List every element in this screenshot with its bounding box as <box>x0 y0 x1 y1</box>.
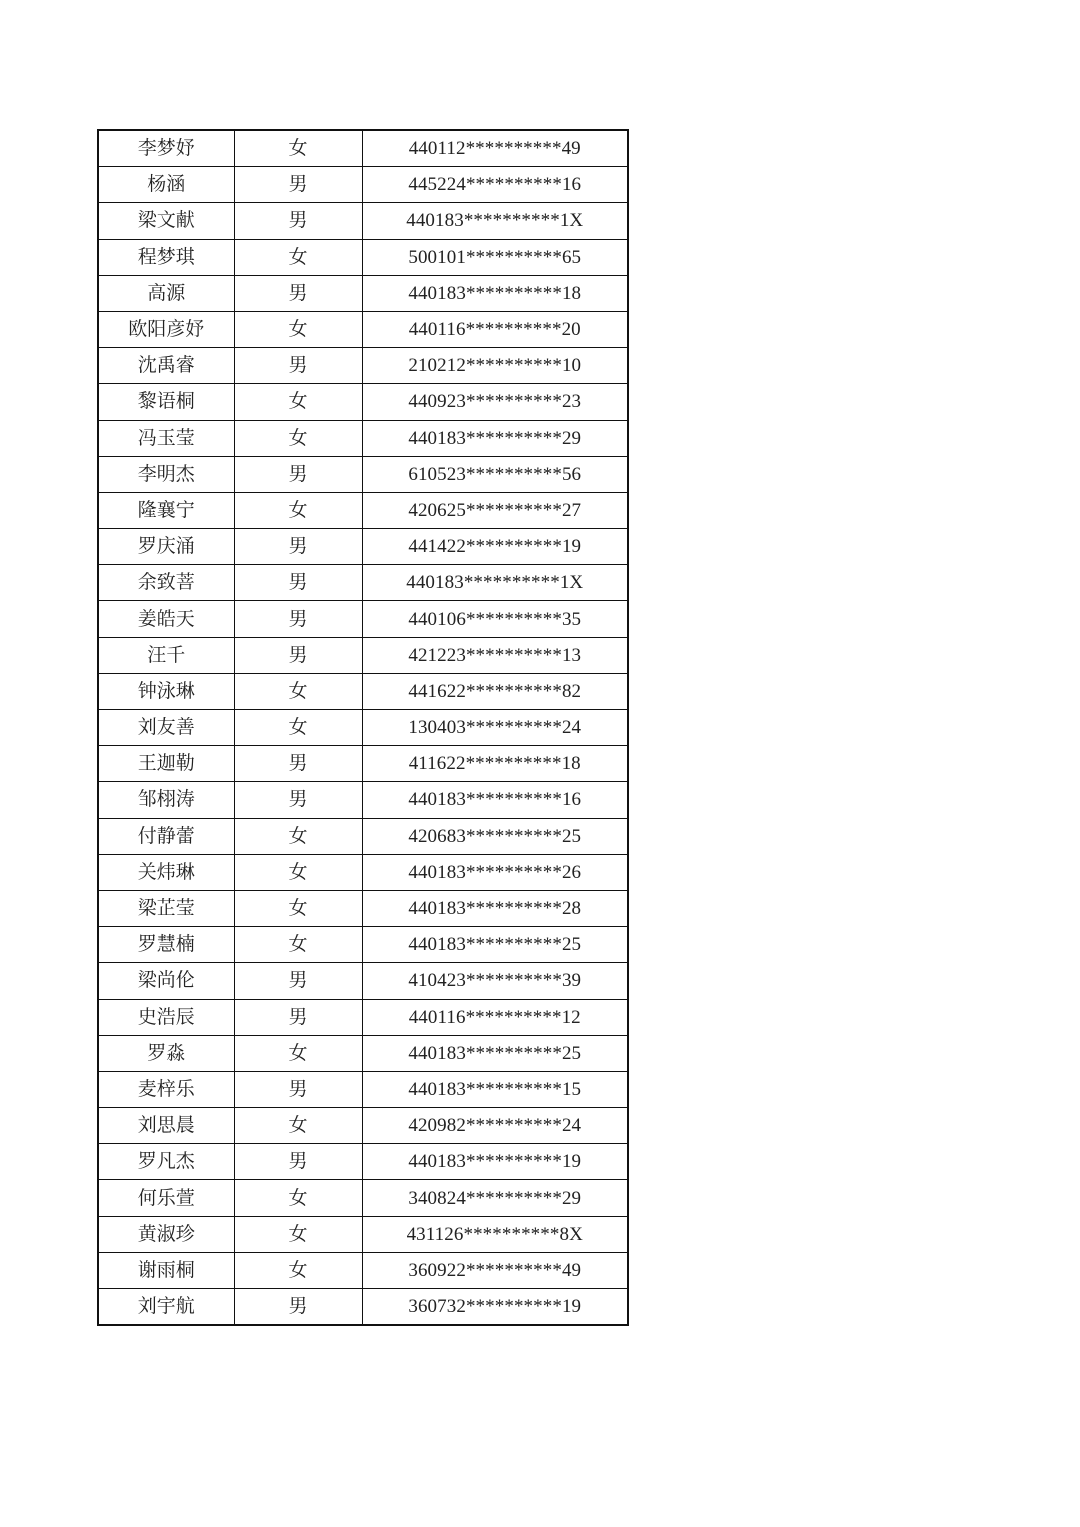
id-number-cell: 445224**********16 <box>362 167 628 203</box>
name-cell: 梁文献 <box>98 203 234 239</box>
name-cell: 麦梓乐 <box>98 1071 234 1107</box>
name-cell: 付静蕾 <box>98 818 234 854</box>
name-cell: 隆襄宁 <box>98 492 234 528</box>
gender-cell: 男 <box>234 456 362 492</box>
roster-table <box>97 129 629 1326</box>
gender-cell: 女 <box>234 818 362 854</box>
table-row <box>98 1035 628 1071</box>
roster-body <box>98 130 628 1325</box>
gender-cell: 男 <box>234 1144 362 1180</box>
name-cell: 程梦琪 <box>98 239 234 275</box>
name-cell: 何乐萱 <box>98 1180 234 1216</box>
name-cell: 罗淼 <box>98 1035 234 1071</box>
name-cell: 刘思晨 <box>98 1108 234 1144</box>
id-number-cell: 440116**********12 <box>362 999 628 1035</box>
name-cell: 欧阳彦妤 <box>98 311 234 347</box>
table-row <box>98 130 628 167</box>
gender-cell: 男 <box>234 601 362 637</box>
name-cell: 沈禹睿 <box>98 348 234 384</box>
table-row <box>98 1108 628 1144</box>
gender-cell: 女 <box>234 492 362 528</box>
name-cell: 姜皓天 <box>98 601 234 637</box>
gender-cell: 男 <box>234 637 362 673</box>
id-number-cell: 440183**********25 <box>362 1035 628 1071</box>
id-number-cell: 440116**********20 <box>362 311 628 347</box>
id-number-cell: 340824**********29 <box>362 1180 628 1216</box>
gender-cell: 男 <box>234 203 362 239</box>
name-cell: 罗庆涌 <box>98 529 234 565</box>
gender-cell: 男 <box>234 275 362 311</box>
table-row <box>98 456 628 492</box>
id-number-cell: 440183**********15 <box>362 1071 628 1107</box>
id-number-cell: 440183**********25 <box>362 927 628 963</box>
name-cell: 王迦勒 <box>98 746 234 782</box>
id-number-cell: 420625**********27 <box>362 492 628 528</box>
id-number-cell: 411622**********18 <box>362 746 628 782</box>
table-row <box>98 384 628 420</box>
table-row <box>98 746 628 782</box>
gender-cell: 男 <box>234 999 362 1035</box>
table-row <box>98 420 628 456</box>
gender-cell: 女 <box>234 890 362 926</box>
name-cell: 梁芷莹 <box>98 890 234 926</box>
gender-cell: 女 <box>234 130 362 167</box>
table-row <box>98 782 628 818</box>
id-number-cell: 440183**********28 <box>362 890 628 926</box>
gender-cell: 女 <box>234 1035 362 1071</box>
name-cell: 黎语桐 <box>98 384 234 420</box>
name-cell: 罗凡杰 <box>98 1144 234 1180</box>
gender-cell: 女 <box>234 673 362 709</box>
id-number-cell: 130403**********24 <box>362 710 628 746</box>
gender-cell: 女 <box>234 1252 362 1288</box>
gender-cell: 女 <box>234 1216 362 1252</box>
gender-cell: 女 <box>234 239 362 275</box>
name-cell: 罗慧楠 <box>98 927 234 963</box>
table-row <box>98 1289 628 1326</box>
id-number-cell: 420683**********25 <box>362 818 628 854</box>
gender-cell: 男 <box>234 1289 362 1326</box>
gender-cell: 女 <box>234 927 362 963</box>
gender-cell: 女 <box>234 311 362 347</box>
table-row <box>98 275 628 311</box>
name-cell: 黄淑珍 <box>98 1216 234 1252</box>
name-cell: 邹栩涛 <box>98 782 234 818</box>
table-row <box>98 1144 628 1180</box>
table-row <box>98 890 628 926</box>
id-number-cell: 440183**********19 <box>362 1144 628 1180</box>
gender-cell: 男 <box>234 782 362 818</box>
gender-cell: 女 <box>234 710 362 746</box>
gender-cell: 男 <box>234 963 362 999</box>
name-cell: 李梦妤 <box>98 130 234 167</box>
gender-cell: 男 <box>234 348 362 384</box>
table-row <box>98 818 628 854</box>
table-row <box>98 673 628 709</box>
id-number-cell: 421223**********13 <box>362 637 628 673</box>
gender-cell: 女 <box>234 854 362 890</box>
id-number-cell: 431126**********8X <box>362 1216 628 1252</box>
table-row <box>98 311 628 347</box>
name-cell: 余致菩 <box>98 565 234 601</box>
name-cell: 李明杰 <box>98 456 234 492</box>
id-number-cell: 420982**********24 <box>362 1108 628 1144</box>
table-row <box>98 492 628 528</box>
id-number-cell: 210212**********10 <box>362 348 628 384</box>
table-row <box>98 348 628 384</box>
id-number-cell: 440183**********1X <box>362 203 628 239</box>
id-number-cell: 441422**********19 <box>362 529 628 565</box>
name-cell: 梁尚伦 <box>98 963 234 999</box>
table-row <box>98 601 628 637</box>
name-cell: 刘宇航 <box>98 1289 234 1326</box>
id-number-cell: 440923**********23 <box>362 384 628 420</box>
gender-cell: 男 <box>234 1071 362 1107</box>
table-row <box>98 927 628 963</box>
table-row <box>98 239 628 275</box>
table-row <box>98 1252 628 1288</box>
gender-cell: 男 <box>234 167 362 203</box>
table-row <box>98 854 628 890</box>
gender-cell: 女 <box>234 1180 362 1216</box>
gender-cell: 女 <box>234 420 362 456</box>
name-cell: 史浩辰 <box>98 999 234 1035</box>
table-row <box>98 710 628 746</box>
table-row <box>98 1180 628 1216</box>
name-cell: 钟泳琳 <box>98 673 234 709</box>
name-cell: 刘友善 <box>98 710 234 746</box>
name-cell: 冯玉莹 <box>98 420 234 456</box>
id-number-cell: 440183**********29 <box>362 420 628 456</box>
name-cell: 谢雨桐 <box>98 1252 234 1288</box>
table-row <box>98 203 628 239</box>
id-number-cell: 440183**********26 <box>362 854 628 890</box>
id-number-cell: 610523**********56 <box>362 456 628 492</box>
name-cell: 汪千 <box>98 637 234 673</box>
table-row <box>98 529 628 565</box>
gender-cell: 女 <box>234 1108 362 1144</box>
id-number-cell: 440106**********35 <box>362 601 628 637</box>
table-row <box>98 1071 628 1107</box>
id-number-cell: 441622**********82 <box>362 673 628 709</box>
table-row <box>98 963 628 999</box>
gender-cell: 女 <box>234 384 362 420</box>
name-cell: 关炜琳 <box>98 854 234 890</box>
gender-cell: 男 <box>234 529 362 565</box>
id-number-cell: 440183**********16 <box>362 782 628 818</box>
id-number-cell: 440112**********49 <box>362 130 628 167</box>
table-row <box>98 999 628 1035</box>
name-cell: 杨涵 <box>98 167 234 203</box>
id-number-cell: 410423**********39 <box>362 963 628 999</box>
table-row <box>98 1216 628 1252</box>
table-row <box>98 565 628 601</box>
table-row <box>98 637 628 673</box>
name-cell: 高源 <box>98 275 234 311</box>
table-row <box>98 167 628 203</box>
id-number-cell: 440183**********18 <box>362 275 628 311</box>
id-number-cell: 360922**********49 <box>362 1252 628 1288</box>
gender-cell: 男 <box>234 746 362 782</box>
id-number-cell: 500101**********65 <box>362 239 628 275</box>
id-number-cell: 360732**********19 <box>362 1289 628 1326</box>
gender-cell: 男 <box>234 565 362 601</box>
id-number-cell: 440183**********1X <box>362 565 628 601</box>
